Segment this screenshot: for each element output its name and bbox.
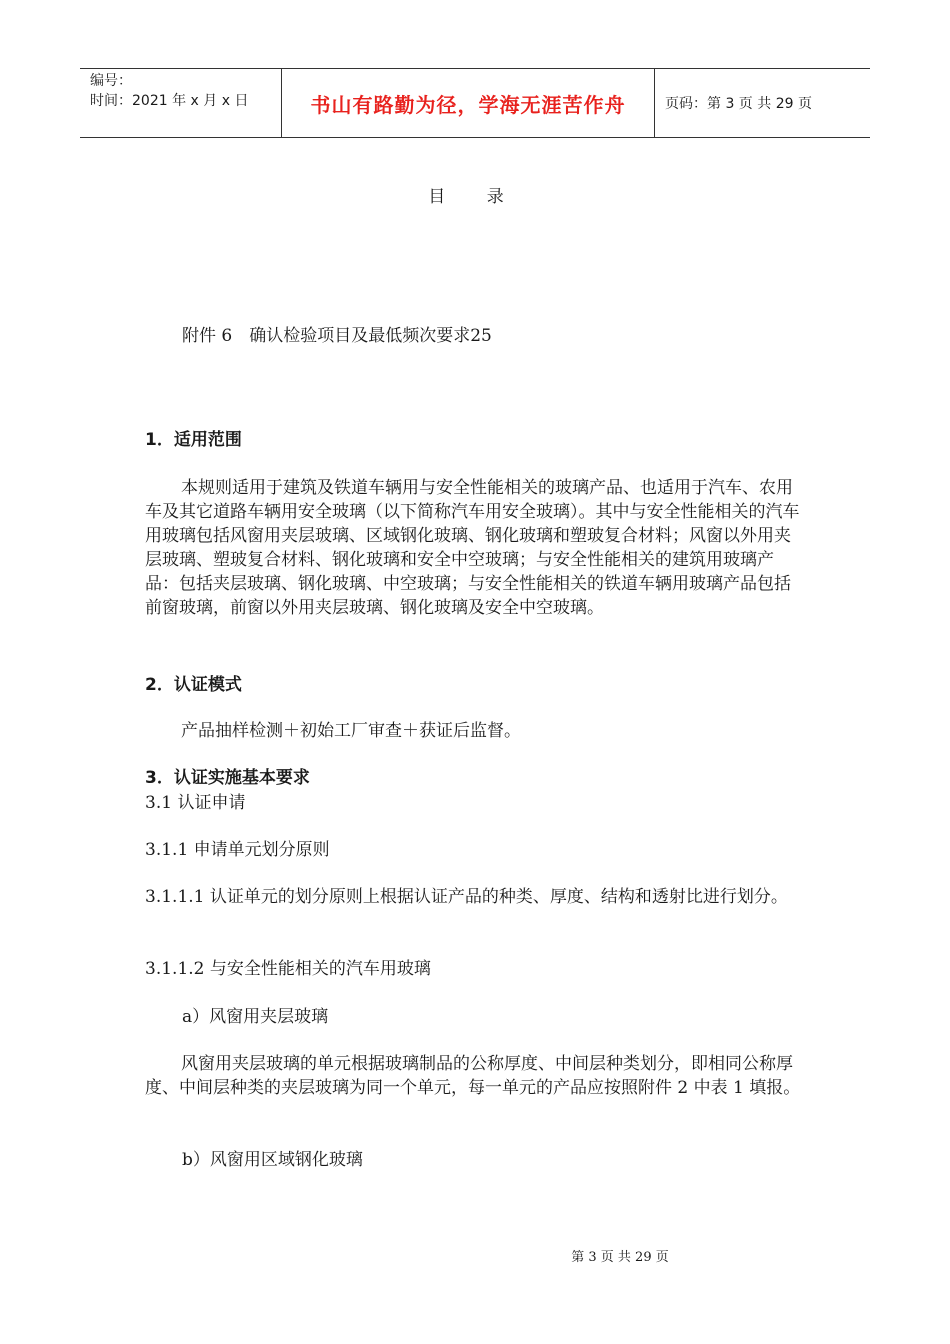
page-header <box>80 68 870 138</box>
section-3-heading: 3．认证实施基本要求 <box>145 768 310 788</box>
section-1-body: 本规则适用于建筑及铁道车辆用与安全性能相关的玻璃产品、也适用于汽车、农用车及其它道路车辆用安全玻璃（以下简称汽车用安全玻璃）。其中与安全性能相关的汽车用玻璃包括风窗用夹层玻璃、区域钢化玻璃、钢化玻璃和塑玻复合材料；风窗以外用夹层玻璃、塑玻复合材料、钢化玻璃和安全中空玻璃；与安全性能相关的建筑用玻璃产品：包括夹层玻璃、钢化玻璃、中空玻璃；与安全性能相关的铁道车辆用玻璃产品包括前窗玻璃，前窗以外用夹层玻璃、钢化玻璃及安全中空玻璃。 <box>145 478 800 618</box>
header-page-info: 页码：第 3 页 共 29 页 <box>665 96 812 112</box>
section-2-heading: 2．认证模式 <box>145 675 242 695</box>
item-a-body: 风窗用夹层玻璃的单元根据玻璃制品的公称厚度、中间层种类划分，即相同公称厚度、中间层种类的夹层玻璃为同一个单元，每一单元的产品应按照附件 2 中表 1 填报。 <box>145 1054 801 1098</box>
section-3-1-1-1: 3.1.1.1 认证单元的划分原则上根据认证产品的种类、厚度、结构和透射比进行划分。 <box>145 887 788 907</box>
header-number-label: 编号： <box>90 73 132 89</box>
section-3-1-1: 3.1.1 申请单元划分原则 <box>145 840 330 860</box>
header-meta <box>80 69 282 137</box>
header-motto: 书山有路勤为径，学海无涯苦作舟 <box>282 69 655 137</box>
item-b: b）风窗用区域钢化玻璃 <box>182 1150 363 1170</box>
section-3-1-1-2: 3.1.1.2 与安全性能相关的汽车用玻璃 <box>145 959 431 979</box>
toc-title: 目 录 <box>428 187 522 207</box>
toc-entry: 附件 6 确认检验项目及最低频次要求25 <box>182 326 492 346</box>
section-1-heading: 1．适用范围 <box>145 430 242 450</box>
header-time-label: 时间：2021 年 x 月 x 日 <box>90 93 249 109</box>
item-a: a）风窗用夹层玻璃 <box>182 1007 329 1027</box>
section-2-body: 产品抽样检测＋初始工厂审查＋获证后监督。 <box>181 721 521 741</box>
page-footer: 第 3 页 共 29 页 <box>571 1250 669 1265</box>
section-3-1: 3.1 认证申请 <box>145 793 246 813</box>
